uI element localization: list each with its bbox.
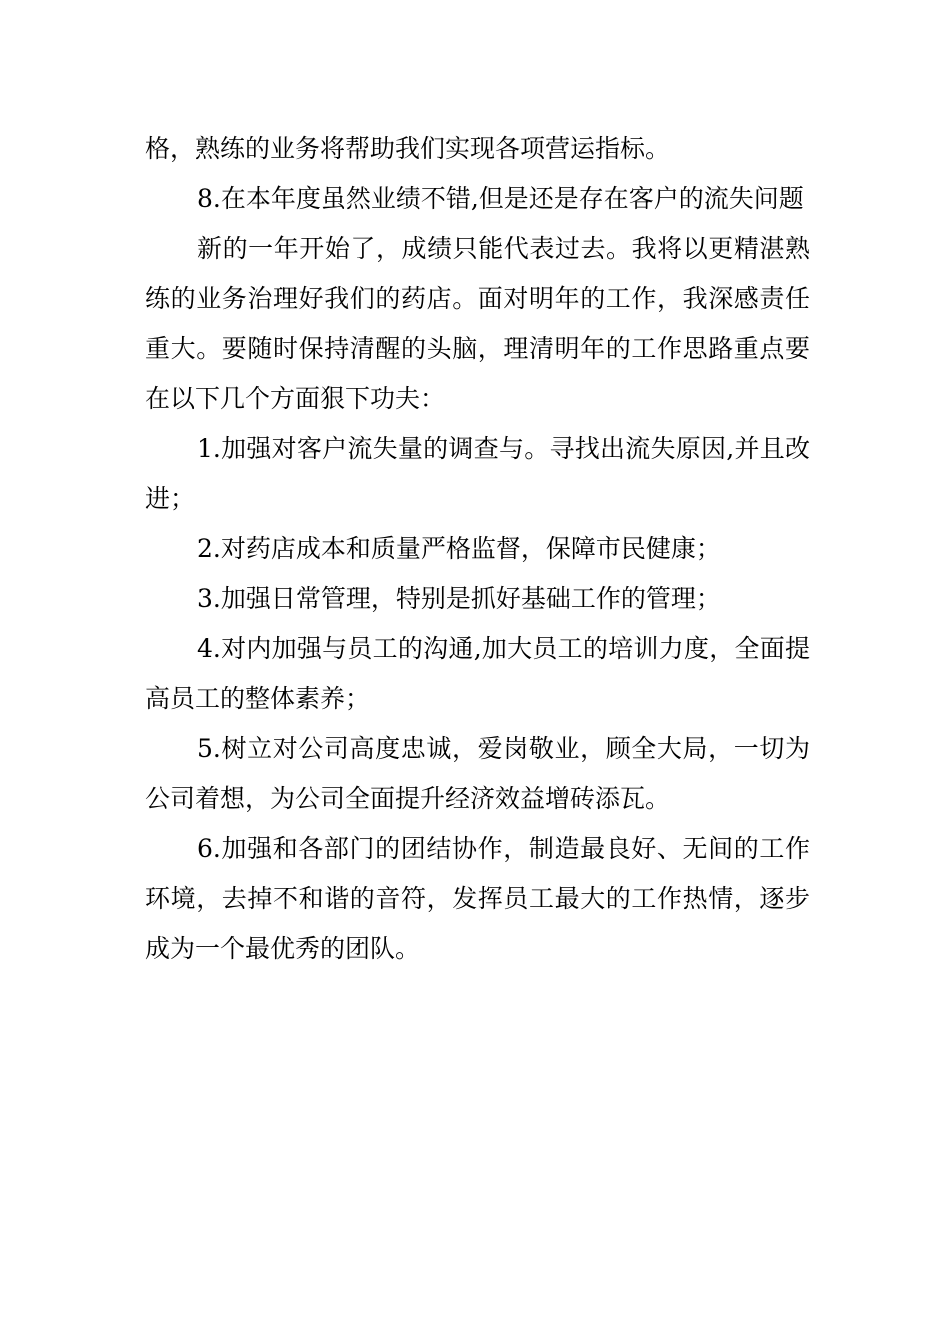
paragraph-continuation: 格，熟练的业务将帮助我们实现各项营运指标。 (145, 134, 671, 163)
document-body (145, 124, 810, 974)
paragraph-item-8: 8.在本年度虽然业绩不错,但是还是存在客户的流失问题 (197, 184, 804, 213)
paragraph-new-year: 新的一年开始了，成绩只能代表过去。我将以更精湛熟练的业务治理好我们的药店。面对明年的工作，我深感责任重大。要随时保持清醒的头脑，理清明年的工作思路重点要在以下几个方面狠下功夫： (145, 234, 810, 413)
paragraph-item-5: 5.树立对公司高度忠诚，爱岗敬业，顾全大局，一切为公司着想，为公司全面提升经济效益增砖添瓦。 (145, 734, 810, 813)
paragraph-item-2: 2.对药店成本和质量严格监督，保障市民健康； (197, 534, 721, 563)
paragraph-item-6: 6.加强和各部门的团结协作，制造最良好、无间的工作环境，去掉不和谐的音符，发挥员工最大的工作热情，逐步成为一个最优秀的团队。 (145, 834, 810, 963)
paragraph-item-1: 1.加强对客户流失量的调查与。寻找出流失原因,并且改进； (145, 434, 810, 513)
paragraph-item-3: 3.加强日常管理，特别是抓好基础工作的管理； (197, 584, 721, 613)
paragraph-item-4: 4.对内加强与员工的沟通,加大员工的培训力度，全面提高员工的整体素养； (145, 634, 810, 713)
